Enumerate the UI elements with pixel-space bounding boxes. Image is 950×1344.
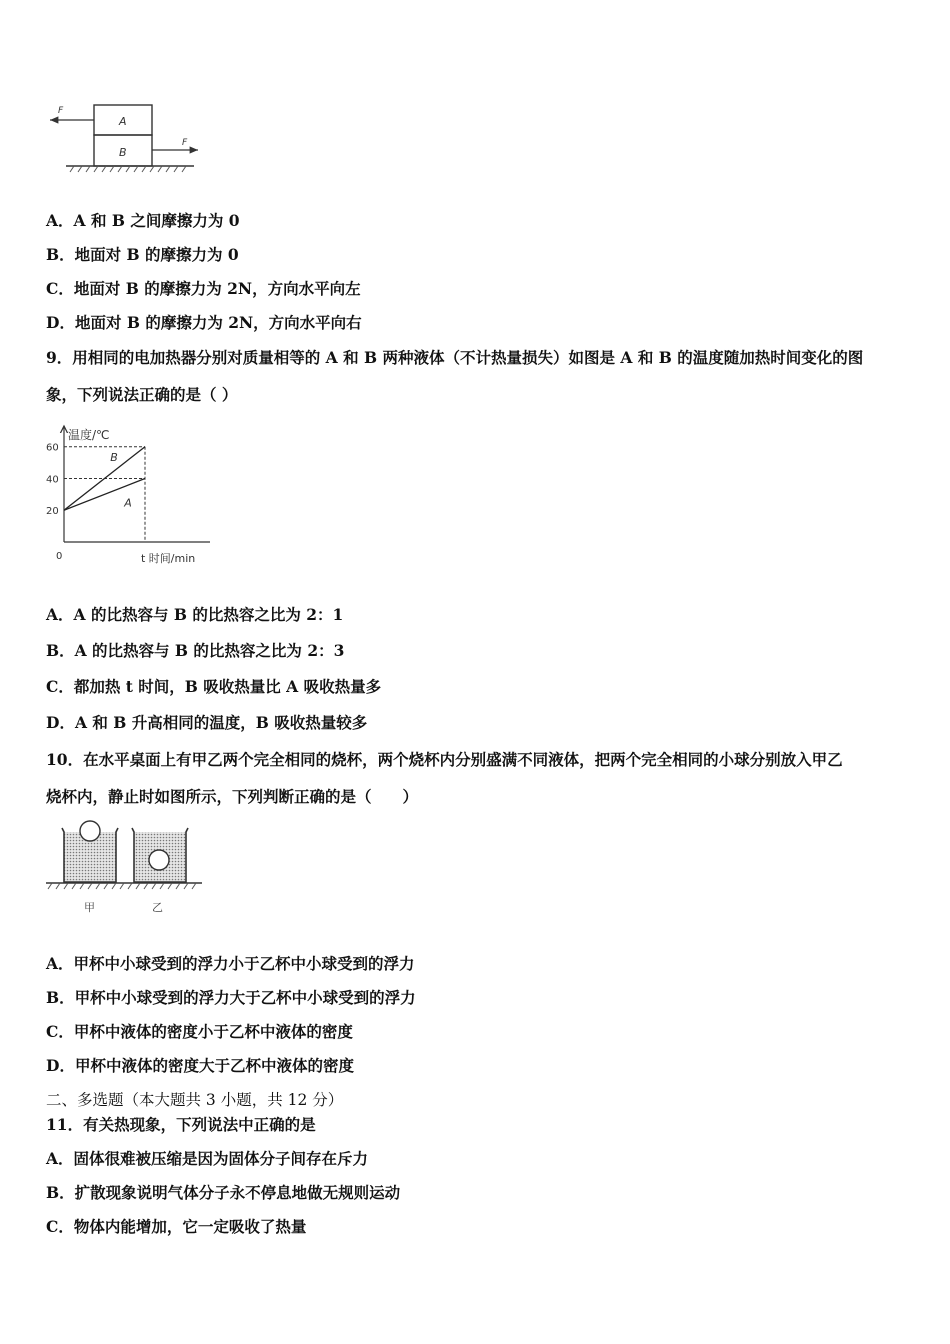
block-a-label: A [119,115,127,128]
ball-jia [80,821,100,841]
q8-option-c: C．地面对 B 的摩擦力为 2N，方向水平向左 [46,279,361,298]
label-jia: 甲 [84,901,95,914]
q9-stem-line2: 象，下列说法正确的是（ ） [46,385,238,404]
block-b-label: B [119,146,127,159]
q9-option-c: C．都加热 t 时间，B 吸收热量比 A 吸收热量多 [46,677,382,696]
table-hatch [48,883,196,889]
q9-option-b: B．A 的比热容与 B 的比热容之比为 2：3 [46,641,345,660]
q8-option-a: A．A 和 B 之间摩擦力为 0 [46,211,240,230]
q9-option-a: A．A 的比热容与 B 的比热容之比为 2：1 [46,605,344,624]
q9-stem-line1: 9．用相同的电加热器分别对质量相等的 A 和 B 两种液体（不计热量损失）如图是 A 和 B 的温度随加热时间变化的图 [46,348,864,367]
q10-option-b: B．甲杯中小球受到的浮力大于乙杯中小球受到的浮力 [46,988,416,1007]
q9-option-d: D．A 和 B 升高相同的温度，B 吸收热量较多 [46,713,368,732]
q11-option-a: A．固体很难被压缩是因为固体分子间存在斥力 [46,1149,369,1168]
q8-option-b: B．地面对 B 的摩擦力为 0 [46,245,239,264]
x-axis-label: t 时间/min [141,552,196,565]
force-left-label: F [58,106,64,116]
ball-yi [149,850,169,870]
series-label-b: B [110,450,118,464]
q11-option-b: B．扩散现象说明气体分子永不停息地做无规则运动 [46,1183,401,1202]
beaker-yi [132,828,188,882]
force-right-label: F [182,138,188,148]
q11-stem: 11．有关热现象，下列说法中正确的是 [46,1115,316,1134]
ground-hatch [70,166,186,172]
y-tick-label: 40 [46,474,59,486]
section-heading: 二、多选题（本大题共 3 小题，共 12 分） [46,1091,344,1109]
series-label-a: A [124,496,132,510]
blocks-figure [44,98,214,178]
origin-label: 0 [56,551,63,562]
temperature-time-chart [40,420,230,570]
label-yi: 乙 [152,901,163,914]
q10-option-a: A．甲杯中小球受到的浮力小于乙杯中小球受到的浮力 [46,954,415,973]
q8-option-d: D．地面对 B 的摩擦力为 2N，方向水平向右 [46,313,362,332]
y-tick-label: 60 [46,442,59,454]
beaker-jia [62,821,118,882]
beakers-figure [42,812,212,920]
q10-option-c: C．甲杯中液体的密度小于乙杯中液体的密度 [46,1022,353,1041]
y-axis-label: 温度/℃ [68,428,110,442]
q10-stem-line2: 烧杯内，静止时如图所示，下列判断正确的是（ ） [46,787,419,806]
q10-stem-line1: 10．在水平桌面上有甲乙两个完全相同的烧杯，两个烧杯内分别盛满不同液体，把两个完全相同的小球分别放入甲乙 [46,750,843,769]
y-tick-label: 20 [46,506,59,518]
q10-option-d: D．甲杯中液体的密度大于乙杯中液体的密度 [46,1056,354,1075]
q11-option-c: C．物体内能增加，它一定吸收了热量 [46,1217,307,1236]
series-line-a [64,478,145,510]
